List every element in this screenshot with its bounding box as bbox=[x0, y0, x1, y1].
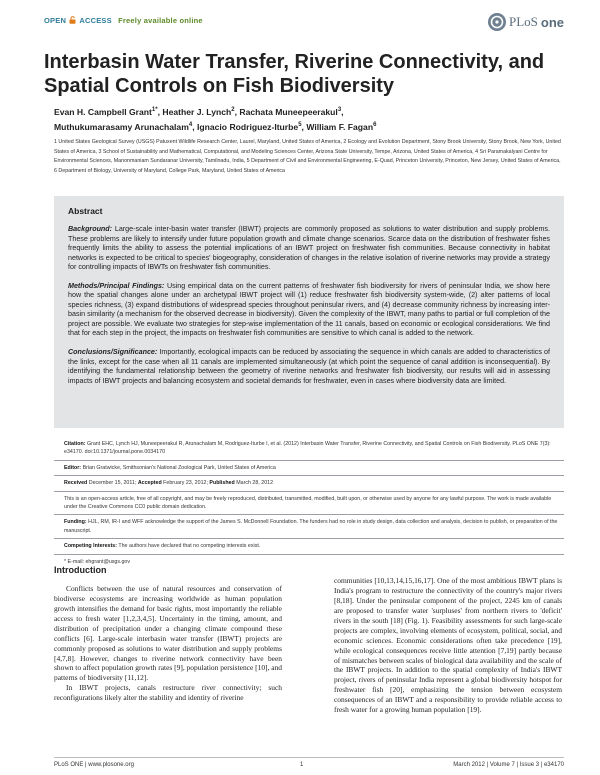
plos-logo-icon bbox=[487, 12, 507, 32]
introduction-heading: Introduction bbox=[54, 565, 107, 575]
journal-logo[interactable] bbox=[487, 12, 564, 32]
open-access-suffix: ACCESS bbox=[79, 16, 112, 25]
logo-one-text: one bbox=[540, 14, 564, 30]
competing-label: Competing Interests: bbox=[64, 543, 117, 550]
accepted-label: Accepted bbox=[137, 480, 162, 487]
freely-available-label: Freely available online bbox=[118, 16, 203, 25]
page-number: 1 bbox=[300, 762, 304, 768]
conclusions-label: Conclusions/Significance: bbox=[68, 348, 158, 357]
license-block bbox=[54, 491, 564, 515]
footer-journal-url[interactable]: PLoS ONE | www.plosone.org bbox=[54, 762, 134, 768]
funding-label: Funding: bbox=[64, 519, 87, 526]
editor-label: Editor: bbox=[64, 464, 82, 471]
abstract-heading: Abstract bbox=[68, 206, 103, 216]
abstract-methods bbox=[68, 282, 550, 339]
published-date: March 28, 2012 bbox=[236, 480, 274, 487]
author: Evan H. Campbell Grant$^{1*}$ bbox=[54, 106, 158, 117]
footer-issue-info: March 2012 | Volume 7 | Issue 3 | e34170 bbox=[453, 762, 564, 768]
editor-block bbox=[54, 460, 564, 475]
conclusions-text: Importantly, ecological impacts can be reduced by associating the sequence in which canals are added to characteristics of the links, except for the case when all 11 canals are implemented simultaneously (at which point the sequence of canal addition is inconsequential). By identifying the fundamental relationship between the geometry of riverine networks and freshwater fish biodiversity, our results will aid in assessing impacts of IBWT projects and balancing ecosystem and societal demands for freshwater, even in cases where biodiversity data are limited. bbox=[68, 348, 551, 385]
citation-text: Grant EHC, Lynch HJ, Muneepeerakul R, Arunachalam M, Rodriguez-Iturbe I, et al. (2012) Interbasin Water Transfer, Riverine Connectivity, and Spatial Controls on Fish Biodiversity. PLoS ONE 7(3): e34170. doi:10.1371/journal.pone.0034170 bbox=[64, 441, 551, 456]
body-paragraph: In IBWT projects, canals restructure river connectivity; such reconfigurations likely alter the stability and identity of riverine bbox=[54, 683, 282, 703]
citation-block bbox=[54, 437, 564, 460]
dates-block bbox=[54, 475, 564, 490]
open-lock-icon bbox=[69, 16, 76, 24]
article-metadata bbox=[54, 437, 564, 569]
published-label: Published bbox=[209, 480, 235, 487]
abstract-conclusions bbox=[68, 348, 550, 386]
methods-text: Using empirical data on the current patterns of freshwater fish biodiversity for rivers of peninsular India, we show here how the spatial changes alone under an archetypal IBWT project will (1) reduce freshwater fish biodiversity system-wide, (2) alter patterns of local species richness, (3) expand distributions of widespread species throughout peninsular rivers, and (4) decrease community richness by increasing inter-basin similarity (a mechanism for the observed decrease in biodiversity). Given the complexity of the IBWT, many paths to partial or full completion of the project are possible. We evaluate two strategies for step-wise implementation of the 11 canals, based on economic or ecological considerations. We find that for each step in the project, the impacts on freshwater fish communities are sensitive to which canal is added to the network. bbox=[68, 281, 550, 338]
methods-label: Methods/Principal Findings: bbox=[68, 281, 165, 290]
funding-block bbox=[54, 514, 564, 538]
body-paragraph: Conflicts between the use of natural resources and conservation of biodiverse ecosystems are increasing worldwide as human population growth intensifies the demand for basic rights, most importantly the reliable access to fresh water [1,2,3,4,5]. Uncertainty in the timing, amount, and distribution of precipitation under a changing climate compound these conflicts [6]. Large-scale interbasin water transfer (IBWT) projects are commonly proposed as solutions to water distribution and supply problems [4,7,8]. However, changes to riverine network connectivity have been shown to affect population growth rates [9], population persistence [10], and patterns of biodiversity [11,12]. bbox=[54, 583, 282, 683]
journal-header bbox=[44, 12, 564, 36]
funding-text: HJL, RM, IR-I and WFF acknowledge the support of the James S. McDonnell Foundation. The funders had no role in study design, data collection and analysis, decision to publish, or preparation of the manuscript. bbox=[64, 519, 558, 534]
body-right-column bbox=[334, 576, 562, 715]
open-access-badge bbox=[44, 16, 203, 25]
license-text: This is an open-access article, free of all copyright, and may be freely reproduced, distributed, transmitted, modified, built upon, or otherwise used by anyone for any lawful purpose. The work is made available under the Creative Commons CC0 public domain dedication. bbox=[64, 495, 552, 511]
background-text: Large-scale inter-basin water transfer (IBWT) projects are commonly proposed as solutions to water distribution and supply problems. These problems are likely to intensify under future population growth and climate change scenarios. Scarce data on the distribution of freshwater fishes frequently limits the ability to assess the potential implications of an IBWT project on freshwater fish communities. Because connectivity in habitat networks is expected to be critical to species' biogeography, consideration of changes in the relative isolation of riverine networks may provide a strategy for controlling impacts of IBWTs on freshwater fish communities. bbox=[68, 225, 550, 272]
competing-text: The authors have declared that no competing interests exist. bbox=[118, 543, 261, 550]
background-label: Background: bbox=[68, 225, 113, 233]
accepted-date: February 23, 2012; bbox=[163, 480, 208, 487]
author: Rachata Muneepeerakul$^3$ bbox=[239, 106, 342, 117]
citation-label: Citation: bbox=[64, 441, 86, 447]
paper-title: Interbasin Water Transfer, Riverine Connectivity, and Spatial Controls on Fish Biodiversity bbox=[44, 51, 545, 97]
competing-interests-block bbox=[54, 538, 564, 553]
corresponding-email[interactable]: * E-mail: ehgrant@usgs.gov bbox=[64, 558, 131, 565]
open-access-prefix: OPEN bbox=[44, 16, 67, 25]
abstract-background bbox=[68, 225, 550, 273]
received-label: Received bbox=[64, 480, 88, 487]
author-list: Evan H. Campbell Grant$^{1*}$, Heather J. Lynch$^2$, Rachata Muneepeerakul$^3$, Muthukumarasamy Arunachalam$^4$, Ignacio Rodriguez-Iturbe$^5$, William F. Fagan$^6$ bbox=[54, 106, 377, 132]
affiliations: 1 United States Geological Survey (USGS) Patuxent Wildlife Research Center, Laurel, Maryland, United States of America, 2 Ecology and Evolution Department, Stony Brook University, Stony Brook, New York, United States of America, 3 School of Sustainability and Mathematical, Computational, and Modeling Sciences Center, Arizona State University, Tempe, Arizona, United States of America, 4 Sri Paramakalyani Centre for Environmental Sciences, Manonmaniam Sundaranar University, Tamilnadu, India, 5 Department of Civil and Environmental Engineering, E-Quad, Princeton University, Princeton, New Jersey, United States of America, 6 Department of Biology, University of Maryland, College Park, Maryland, United States of America bbox=[54, 139, 561, 174]
logo-plos-text: PLoS bbox=[508, 14, 538, 29]
editor-text: Brian Gratwicke, Smithsonian's National Zoological Park, United States of America bbox=[82, 464, 276, 471]
abstract-box bbox=[54, 196, 564, 428]
author: Ignacio Rodriguez-Iturbe$^5$ bbox=[196, 121, 302, 132]
author: Muthukumarasamy Arunachalam$^4$ bbox=[54, 121, 193, 132]
received-date: December 15, 2011; bbox=[88, 480, 137, 487]
author: Heather J. Lynch$^2$ bbox=[162, 106, 235, 117]
author: William F. Fagan$^6$ bbox=[306, 121, 377, 132]
body-left-column bbox=[54, 566, 282, 703]
page-footer bbox=[54, 757, 564, 768]
body-paragraph: communities [10,13,14,15,16,17]. One of the most ambitious IBWT plans is India's program to restructure the connectivity of the country's major rivers [8,18]. Under the peninsular component of the project, 2245 km of canals are proposed to transfer water 'surpluses' from northern rivers to 'deficit' rivers in the south [18] (Fig. 1). Feasibility assessments for such large-scale projects are complex, involving elements of ecosystem, political, social, and economic sciences. Economic considerations often take precedence [19], while ecological consequences receive little attention [7,19] partly because of mismatches between scales of biological data availability and the scale of the IBWT projects. In addition to the spatial complexity of India's IBWT project, rivers of peninsular India represent a global biodiversity hotspot for freshwater fish [20], emphasizing the tension between ecosystem consequences of an IBWT and a responsibility to provide reliable access to fresh water for a growing human population [19]. bbox=[334, 576, 562, 715]
